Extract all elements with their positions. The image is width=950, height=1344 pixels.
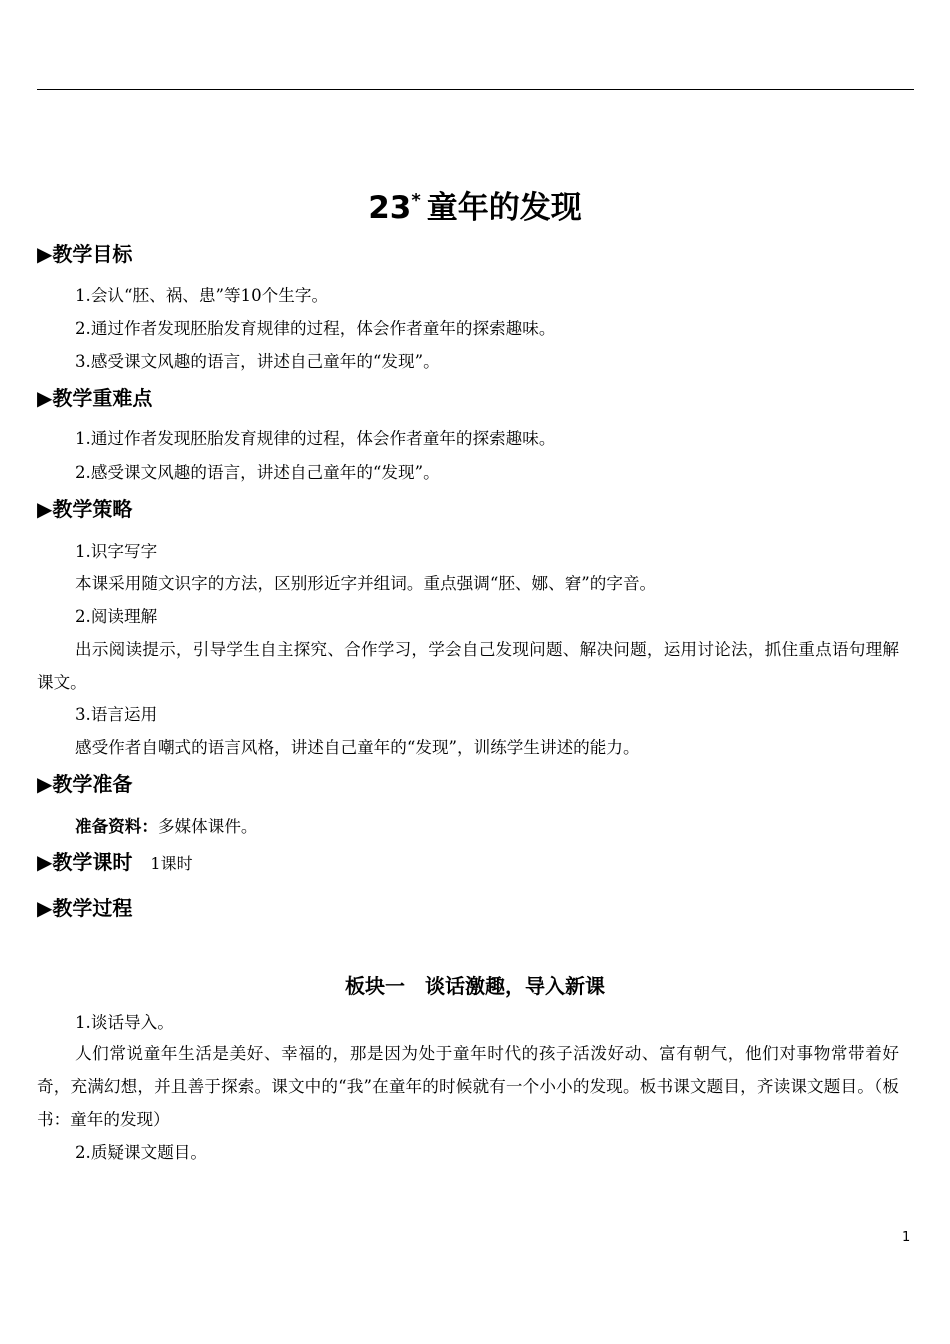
section-heading-goals: ▶教学目标 [37, 242, 133, 266]
title-number: 23 [368, 190, 412, 226]
keypoints-item: 1.通过作者发现胚胎发育规律的过程，体会作者童年的探索趣味。 [75, 429, 556, 448]
section-heading-preparation: ▶教学准备 [37, 772, 133, 796]
strategy-item: 3.语言运用 [75, 705, 158, 724]
block-item: 1.谈话导入。 [75, 1013, 174, 1032]
strategy-item: 出示阅读提示，引导学生自主探究、合作学习，学会自己发现问题、解决问题，运用讨论法，抓住重点语句理解课文。 [37, 640, 899, 692]
goals-item: 2.通过作者发现胚胎发育规律的过程，体会作者童年的探索趣味。 [75, 319, 556, 338]
title-mark: * [411, 190, 421, 211]
header-rule [37, 89, 914, 90]
keypoints-item: 2.感受课文风趣的语言，讲述自己童年的“发现”。 [75, 463, 440, 482]
strategy-item: 1.识字写字 [75, 542, 158, 561]
block-item: 2.质疑课文题目。 [75, 1143, 207, 1162]
page-title [0, 180, 950, 229]
title-text: 童年的发现 [426, 190, 582, 226]
goals-item: 1.会认“胚、祸、患”等10个生字。 [75, 286, 329, 305]
preparation-label: 准备资料： [75, 817, 158, 836]
section-heading-strategy: ▶教学策略 [37, 497, 133, 521]
duration-value: 1课时 [150, 854, 193, 873]
block-item: 人们常说童年生活是美好、幸福的，那是因为处于童年时代的孩子活泼好动、富有朝气，他们对事物常带着好奇，充满幻想，并且善于探索。课文中的“我”在童年的时候就有一个小小的发现。板书课文题目，齐读课文题目。（板书：童年的发现） [37, 1044, 899, 1129]
section-heading-duration [37, 849, 193, 877]
page-number: 1 [902, 1230, 911, 1245]
goals-item: 3.感受课文风趣的语言，讲述自己童年的“发现”。 [75, 352, 440, 371]
section-heading-process: ▶教学过程 [37, 896, 133, 920]
strategy-item: 2.阅读理解 [75, 607, 158, 626]
preparation-line [37, 810, 899, 843]
block-heading: 板块一 谈话激趣，导入新课 [345, 974, 605, 998]
duration-heading: ▶教学课时 [37, 850, 133, 874]
strategy-item: 感受作者自嘲式的语言风格，讲述自己童年的“发现”，训练学生讲述的能力。 [75, 738, 640, 757]
strategy-item: 本课采用随文识字的方法，区别形近字并组词。重点强调“胚、娜、窘”的字音。 [75, 574, 657, 593]
preparation-value: 多媒体课件。 [157, 817, 258, 836]
section-heading-keypoints: ▶教学重难点 [37, 386, 153, 410]
